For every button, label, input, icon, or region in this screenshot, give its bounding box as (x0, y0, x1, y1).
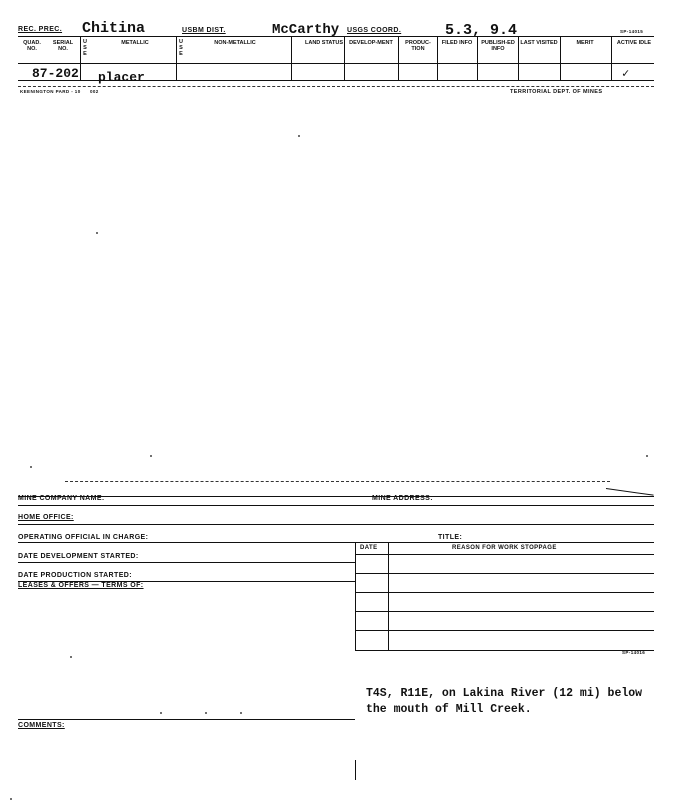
col-development: DEVELOP-MENT (349, 40, 393, 46)
stoppage-table-left (355, 542, 356, 650)
usgs-coord-value: 5.3, 9.4 (445, 22, 518, 39)
comments-label: COMMENTS: (18, 722, 65, 729)
speck (646, 455, 648, 457)
leases-offers-label: LEASES & OFFERS — TERMS OF: (18, 582, 144, 589)
lower-rule-3 (18, 524, 654, 525)
footer-left-text: KEENINGTON PARD - 10 (20, 89, 81, 94)
lower-rule-4 (18, 542, 654, 543)
col-non-metallic: NON-METALLIC (214, 40, 256, 46)
speck (70, 656, 72, 658)
col-filed-info: FILED INFO (441, 40, 473, 46)
speck (298, 135, 300, 137)
stoppage-row-rule (355, 630, 654, 631)
lower-form-code: SP-14016 (622, 650, 646, 655)
col-divider (611, 37, 612, 80)
stoppage-row-rule (355, 573, 654, 574)
lower-curve (606, 488, 654, 496)
speck (160, 712, 162, 714)
col-published-info: PUBLISH-ED INFO (481, 40, 515, 52)
metallic-value: placer (98, 70, 145, 85)
col-land-status: LAND STATUS (305, 40, 343, 46)
speck (240, 712, 242, 714)
stoppage-date-header: DATE (360, 545, 378, 551)
speck (150, 455, 152, 457)
footer-code: 002 (90, 89, 99, 94)
col-divider (176, 37, 177, 80)
col-divider (291, 37, 292, 80)
col-merit: MERIT (576, 40, 594, 46)
col-serial-no: SERIAL NO. (52, 40, 74, 52)
quad-serial-value: 87-202 (32, 66, 79, 81)
col-last-visited: LAST VISITED (520, 40, 558, 46)
mine-address-label: MINE ADDRESS: (372, 495, 433, 502)
location-line-2: the mouth of Mill Creek. (366, 703, 532, 716)
stoppage-row-rule (355, 650, 654, 651)
date-development-label: DATE DEVELOPMENT STARTED: (18, 553, 139, 560)
lower-rule-2 (18, 505, 654, 506)
col-divider (518, 37, 519, 80)
title-label: TITLE: (438, 534, 463, 541)
col-use-metallic: U S E (83, 39, 87, 57)
stoppage-table-date-divider (388, 542, 389, 650)
lower-rule-1 (18, 496, 654, 497)
col-divider (477, 37, 478, 80)
col-divider (560, 37, 561, 80)
col-divider (80, 37, 81, 80)
mine-company-name-label: MINE COMPANY NAME: (18, 495, 105, 502)
col-use-nonmetallic: U S E (179, 39, 183, 57)
operating-official-label: OPERATING OFFICIAL IN CHARGE: (18, 534, 149, 541)
lower-top-dash (65, 481, 610, 482)
col-metallic: METALLIC (121, 40, 149, 46)
top-rule-2 (18, 63, 654, 64)
stoppage-head-rule (355, 554, 654, 555)
speck (205, 712, 207, 714)
rec-prec-label: REC. PREC. (18, 26, 63, 33)
col-production: PRODUC-TION (405, 40, 431, 52)
home-office-label: HOME OFFICE: (18, 514, 74, 521)
date-production-label: DATE PRODUCTION STARTED: (18, 572, 132, 579)
col-divider (344, 37, 345, 80)
stoppage-reason-header: REASON FOR WORK STOPPAGE (452, 545, 557, 551)
col-active-idle: ACTIVE IDLE (616, 40, 652, 46)
speck (96, 232, 98, 234)
usgs-coord-label: USGS COORD. (347, 27, 402, 34)
right-margin-tick (355, 760, 356, 780)
speck (10, 798, 12, 800)
form-code: SP-14015 (620, 29, 644, 34)
rec-prec-value: Chitina (82, 20, 146, 37)
lower-rule-5 (18, 562, 355, 563)
col-quad-no: QUAD. NO. (23, 40, 41, 52)
usbm-dist-label: USBM DIST. (182, 27, 226, 34)
stoppage-row-rule (355, 611, 654, 612)
stoppage-row-rule (355, 592, 654, 593)
lower-rule-7 (18, 719, 355, 720)
speck (30, 466, 32, 468)
col-divider (398, 37, 399, 80)
entry-dash-line (18, 86, 654, 87)
location-line-1: T4S, R11E, on Lakina River (12 mi) below (366, 687, 643, 700)
active-mark: ✓ (622, 67, 630, 81)
territorial-dept-text: TERRITORIAL DEPT. OF MINES (510, 89, 603, 95)
col-divider (437, 37, 438, 80)
usbm-dist-value: McCarthy (272, 22, 340, 38)
